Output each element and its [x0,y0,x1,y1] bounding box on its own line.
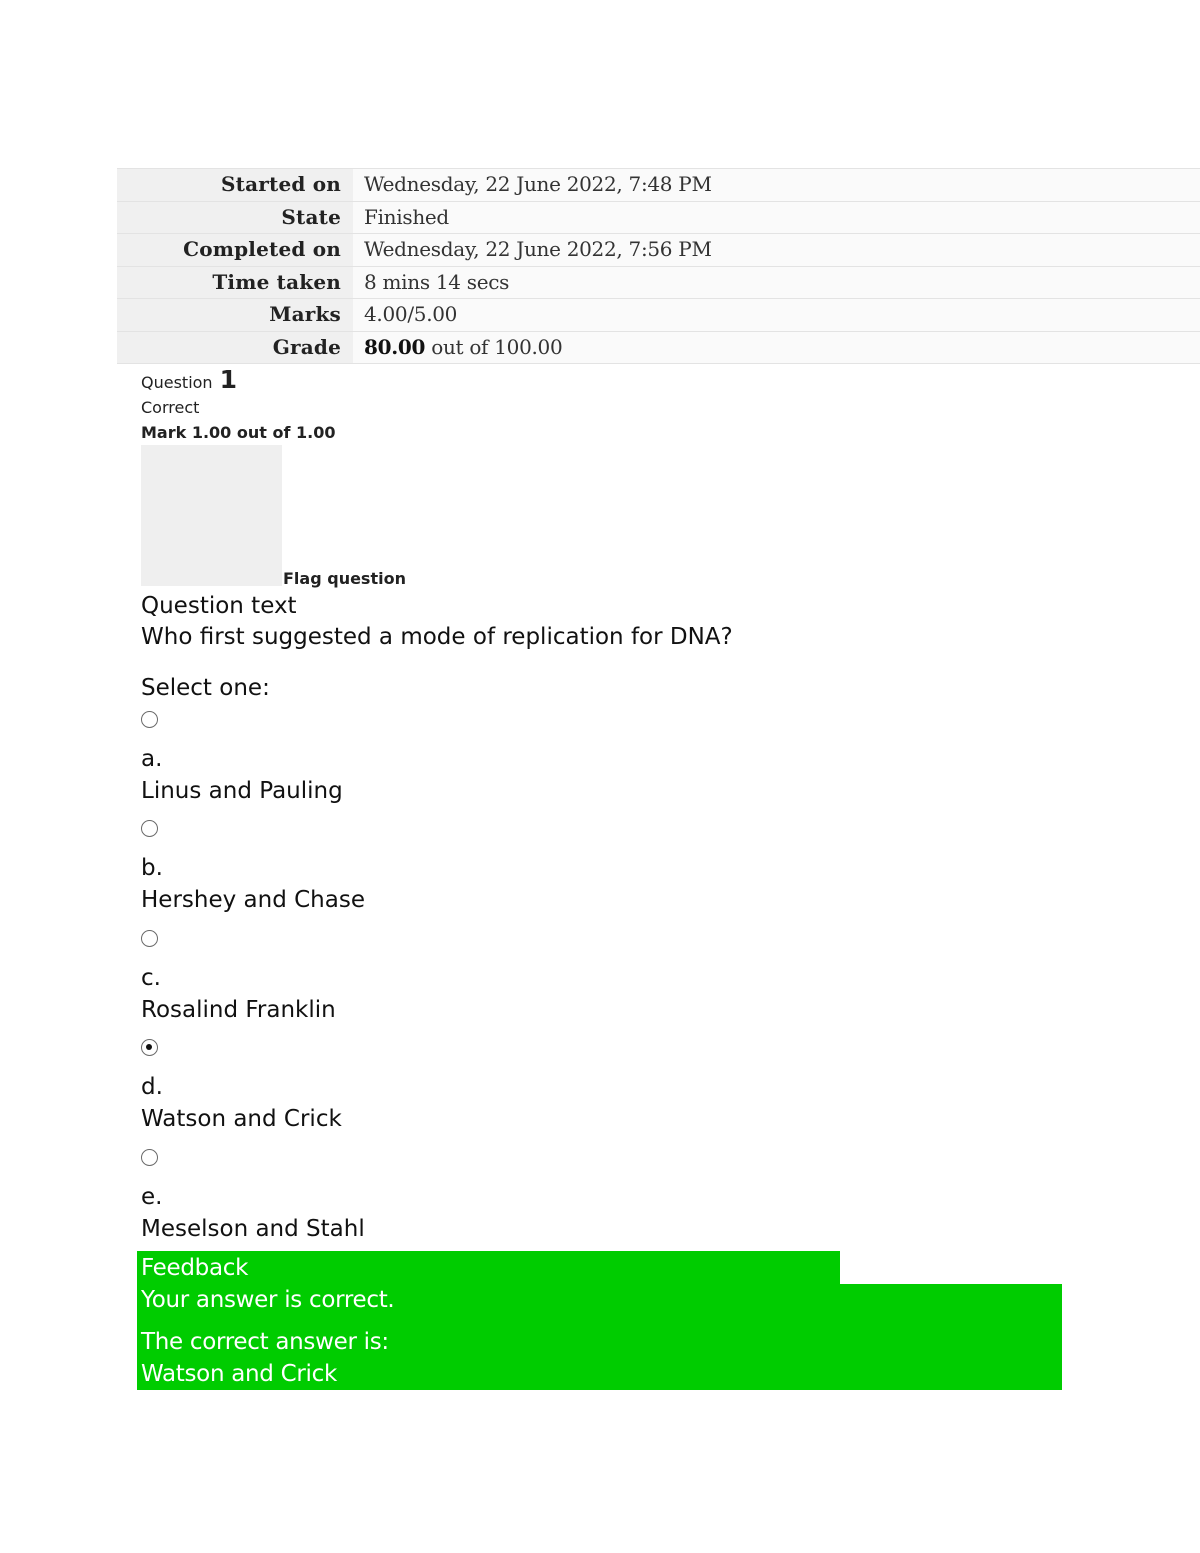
feedback-correct-answer: Watson and Crick [141,1361,337,1387]
question-text: Who first suggested a mode of replication for DNA? [141,624,733,650]
question-number: 1 [219,365,237,394]
radio-button-d-selected[interactable] [141,1039,158,1056]
question-info [141,362,335,442]
answer-option-a[interactable] [141,711,741,804]
option-letter: a. [141,746,163,772]
summary-label: State [117,202,353,234]
summary-label: Started on [117,169,353,201]
summary-row-started-on [117,168,1200,201]
question-mark: Mark 1.00 out of 1.00 [141,423,336,442]
answer-option-e[interactable] [141,1149,741,1242]
attempt-summary-table [117,168,1200,364]
feedback-result: Your answer is correct. [141,1287,395,1313]
question-state: Correct [141,398,200,417]
feedback-correct-answer-label: The correct answer is: [141,1329,389,1355]
summary-value: Wednesday, 22 June 2022, 7:48 PM [353,169,1200,201]
summary-label: Grade [117,332,353,364]
radio-button-e[interactable] [141,1149,158,1166]
option-text: Meselson and Stahl [141,1216,365,1242]
feedback-heading: Feedback [141,1255,249,1281]
summary-value: 4.00/5.00 [353,299,1200,331]
radio-button-a[interactable] [141,711,158,728]
option-letter: e. [141,1184,163,1210]
summary-row-completed-on [117,233,1200,266]
summary-value: Finished [353,202,1200,234]
summary-value: Wednesday, 22 June 2022, 7:56 PM [353,234,1200,266]
answer-option-b[interactable] [141,820,741,913]
summary-value: 8 mins 14 secs [353,267,1200,299]
flag-question-icon[interactable] [141,445,282,586]
summary-row-marks [117,298,1200,331]
radio-button-b[interactable] [141,820,158,837]
summary-label: Marks [117,299,353,331]
question-word: Question [141,373,213,392]
option-letter: d. [141,1074,163,1100]
option-text: Watson and Crick [141,1106,342,1132]
question-number-line [141,362,335,392]
summary-label: Completed on [117,234,353,266]
summary-value [353,332,1200,364]
radio-button-c[interactable] [141,930,158,947]
option-text: Linus and Pauling [141,778,343,804]
option-text: Rosalind Franklin [141,997,336,1023]
select-one-prompt: Select one: [141,675,270,701]
grade-score: 80.00 [364,334,426,359]
summary-row-time-taken [117,266,1200,299]
summary-row-grade [117,331,1200,365]
option-letter: c. [141,965,161,991]
answer-option-d[interactable] [141,1039,741,1132]
option-text: Hershey and Chase [141,887,365,913]
summary-row-state [117,201,1200,234]
grade-out-of: out of 100.00 [425,334,563,359]
summary-label: Time taken [117,267,353,299]
question-text-heading: Question text [141,593,297,619]
answer-option-c[interactable] [141,930,741,1023]
flag-question-link[interactable]: Flag question [283,569,406,588]
option-letter: b. [141,855,163,881]
